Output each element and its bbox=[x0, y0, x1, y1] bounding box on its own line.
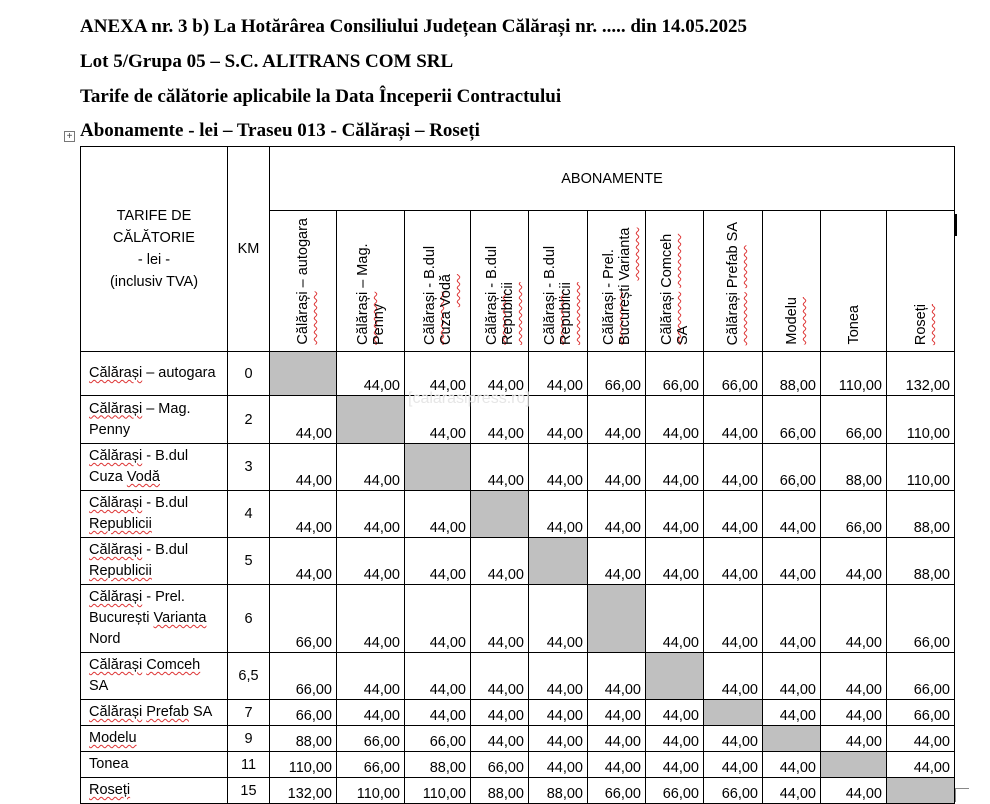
stop-name: Roseți bbox=[89, 782, 131, 798]
fare-cell: 44,00 bbox=[646, 396, 704, 444]
fare-cell: 44,00 bbox=[471, 653, 529, 700]
fare-cell: 110,00 bbox=[337, 778, 405, 804]
column-header bbox=[529, 211, 588, 352]
fare-cell: 88,00 bbox=[529, 778, 588, 804]
fare-cell: 44,00 bbox=[588, 700, 646, 726]
fare-cell: 44,00 bbox=[588, 538, 646, 585]
fare-cell: 66,00 bbox=[763, 444, 821, 491]
fares-table bbox=[80, 146, 955, 804]
shaded-cell bbox=[887, 778, 955, 804]
column-header bbox=[763, 211, 821, 352]
fare-cell: 44,00 bbox=[337, 700, 405, 726]
watermark: [calarasipress.ro] bbox=[408, 390, 530, 407]
column-header-label: Călărași - Prel. București Varianta bbox=[600, 227, 633, 345]
fare-cell: 44,00 bbox=[646, 538, 704, 585]
fare-cell: 88,00 bbox=[887, 538, 955, 585]
stop-name: Călărași – autogara bbox=[89, 365, 216, 381]
table-row bbox=[81, 538, 955, 585]
column-header-label: Călărași Prefab SA bbox=[725, 221, 741, 345]
stop-name: Călărași - B.dul Cuza Vodă bbox=[89, 448, 189, 485]
column-header bbox=[270, 211, 337, 352]
fare-cell: 44,00 bbox=[588, 444, 646, 491]
column-header-label: Tonea bbox=[845, 305, 862, 345]
fare-cell: 44,00 bbox=[529, 396, 588, 444]
tariffs-title: Tarife de călătorie aplicabile la Data Începerii Contractului bbox=[80, 86, 562, 107]
column-header bbox=[821, 211, 887, 352]
fare-cell: 44,00 bbox=[704, 396, 763, 444]
fare-cell: 44,00 bbox=[821, 778, 887, 804]
fare-cell: 44,00 bbox=[529, 752, 588, 778]
fare-cell: 44,00 bbox=[337, 491, 405, 538]
table-move-handle-icon[interactable]: + bbox=[64, 131, 75, 142]
fare-cell: 44,00 bbox=[704, 585, 763, 653]
fare-cell: 44,00 bbox=[588, 752, 646, 778]
column-header bbox=[887, 211, 955, 352]
fare-cell: 66,00 bbox=[471, 752, 529, 778]
fare-cell: 44,00 bbox=[405, 700, 471, 726]
stop-name: Tonea bbox=[89, 756, 129, 772]
km-cell: 7 bbox=[228, 700, 270, 726]
fare-cell: 132,00 bbox=[887, 352, 955, 396]
fare-cell: 44,00 bbox=[270, 444, 337, 491]
stop-name-cell bbox=[81, 726, 228, 752]
fare-cell: 44,00 bbox=[763, 653, 821, 700]
tariff-header-line: - lei - bbox=[137, 252, 171, 268]
text-cursor bbox=[955, 214, 957, 236]
shaded-cell bbox=[646, 653, 704, 700]
fare-cell: 44,00 bbox=[763, 700, 821, 726]
fare-cell: 132,00 bbox=[270, 778, 337, 804]
km-cell: 2 bbox=[228, 396, 270, 444]
fare-cell: 44,00 bbox=[337, 352, 405, 396]
fare-cell: 44,00 bbox=[821, 585, 887, 653]
shaded-cell bbox=[270, 352, 337, 396]
shaded-cell bbox=[405, 444, 471, 491]
fare-cell: 44,00 bbox=[588, 491, 646, 538]
fare-cell: 44,00 bbox=[704, 538, 763, 585]
table-row bbox=[81, 726, 955, 752]
fare-cell: 66,00 bbox=[887, 585, 955, 653]
fare-cell: 44,00 bbox=[405, 585, 471, 653]
shaded-cell bbox=[704, 700, 763, 726]
fare-cell: 44,00 bbox=[337, 538, 405, 585]
table-row bbox=[81, 491, 955, 538]
km-cell: 6,5 bbox=[228, 653, 270, 700]
stop-name-cell bbox=[81, 752, 228, 778]
stop-name-cell bbox=[81, 396, 228, 444]
fare-cell: 44,00 bbox=[529, 585, 588, 653]
fare-cell: 66,00 bbox=[588, 352, 646, 396]
table-row bbox=[81, 752, 955, 778]
fare-cell: 88,00 bbox=[471, 778, 529, 804]
fare-cell: 44,00 bbox=[763, 752, 821, 778]
table-row bbox=[81, 444, 955, 491]
fare-cell: 88,00 bbox=[270, 726, 337, 752]
stop-name: Călărași - B.dul Republicii bbox=[89, 495, 189, 532]
table-row bbox=[81, 352, 955, 396]
fare-cell: 66,00 bbox=[704, 778, 763, 804]
fare-cell: 44,00 bbox=[704, 726, 763, 752]
column-header bbox=[471, 211, 529, 352]
fare-cell: 44,00 bbox=[646, 585, 704, 653]
fare-cell: 66,00 bbox=[646, 778, 704, 804]
fare-cell: 44,00 bbox=[887, 726, 955, 752]
fare-cell: 88,00 bbox=[405, 752, 471, 778]
fare-cell: 44,00 bbox=[821, 726, 887, 752]
fare-cell: 44,00 bbox=[405, 352, 471, 396]
km-cell: 3 bbox=[228, 444, 270, 491]
fare-cell: 66,00 bbox=[337, 726, 405, 752]
shaded-cell bbox=[337, 396, 405, 444]
fare-cell: 44,00 bbox=[405, 538, 471, 585]
fare-cell: 44,00 bbox=[529, 444, 588, 491]
fare-cell: 44,00 bbox=[763, 778, 821, 804]
tariff-header-line: TARIFE DE bbox=[116, 208, 192, 224]
fare-cell: 44,00 bbox=[337, 653, 405, 700]
fare-cell: 44,00 bbox=[471, 352, 529, 396]
column-header bbox=[405, 211, 471, 352]
fare-cell: 44,00 bbox=[704, 752, 763, 778]
shaded-cell bbox=[471, 491, 529, 538]
fare-cell: 66,00 bbox=[270, 653, 337, 700]
km-cell: 11 bbox=[228, 752, 270, 778]
column-header-label: Călărași - B.dul Cuza Vodă bbox=[421, 245, 454, 345]
stop-name-cell bbox=[81, 352, 228, 396]
fare-cell: 66,00 bbox=[270, 585, 337, 653]
column-header-label: Călărași - B.dul Republicii bbox=[483, 245, 516, 345]
column-header bbox=[588, 211, 646, 352]
fare-cell: 44,00 bbox=[646, 726, 704, 752]
fare-cell: 44,00 bbox=[405, 491, 471, 538]
annex-title: ANEXA nr. 3 b) La Hotărârea Consiliului Județean Călărași nr. ..... din 14.05.2025 bbox=[80, 16, 748, 37]
fare-cell: 44,00 bbox=[646, 444, 704, 491]
km-cell: 4 bbox=[228, 491, 270, 538]
column-header bbox=[646, 211, 704, 352]
fare-cell: 44,00 bbox=[270, 491, 337, 538]
lot-title: Lot 5/Grupa 05 – S.C. ALITRANS COM SRL bbox=[80, 51, 454, 72]
tariff-header-line: CĂLĂTORIE bbox=[113, 230, 195, 246]
fare-cell: 66,00 bbox=[887, 653, 955, 700]
km-cell: 9 bbox=[228, 726, 270, 752]
fare-cell: 44,00 bbox=[821, 700, 887, 726]
table-row bbox=[81, 585, 955, 653]
fare-cell: 110,00 bbox=[821, 352, 887, 396]
stop-name-cell bbox=[81, 444, 228, 491]
shaded-cell bbox=[529, 538, 588, 585]
fare-cell: 66,00 bbox=[704, 352, 763, 396]
column-header-label: Modelu bbox=[783, 297, 800, 345]
fare-cell: 44,00 bbox=[704, 653, 763, 700]
stop-name-cell bbox=[81, 585, 228, 653]
fare-cell: 44,00 bbox=[821, 653, 887, 700]
fare-cell: 44,00 bbox=[704, 491, 763, 538]
fare-cell: 66,00 bbox=[405, 726, 471, 752]
fare-cell: 44,00 bbox=[471, 726, 529, 752]
stop-name-cell bbox=[81, 700, 228, 726]
stop-name: Călărași - Prel. București Varianta Nord bbox=[89, 589, 207, 647]
column-header-label: Călărași Comceh SA bbox=[658, 233, 691, 345]
tariff-header-cell bbox=[81, 147, 228, 352]
fare-cell: 44,00 bbox=[270, 396, 337, 444]
fare-cell: 44,00 bbox=[704, 444, 763, 491]
fare-cell: 44,00 bbox=[471, 444, 529, 491]
stop-name-cell bbox=[81, 778, 228, 804]
table-row bbox=[81, 778, 955, 804]
stop-name: Călărași Comceh SA bbox=[89, 657, 201, 694]
fare-cell: 110,00 bbox=[887, 396, 955, 444]
fare-cell: 44,00 bbox=[471, 538, 529, 585]
fare-cell: 110,00 bbox=[887, 444, 955, 491]
fare-cell: 44,00 bbox=[588, 726, 646, 752]
fare-cell: 44,00 bbox=[337, 585, 405, 653]
fare-cell: 44,00 bbox=[588, 396, 646, 444]
fare-cell: 66,00 bbox=[821, 396, 887, 444]
fare-cell: 44,00 bbox=[405, 396, 471, 444]
fare-cell: 44,00 bbox=[763, 538, 821, 585]
column-header-label: Roseți bbox=[912, 303, 929, 345]
fare-cell: 66,00 bbox=[588, 778, 646, 804]
column-header bbox=[704, 211, 763, 352]
stop-name: Călărași Prefab SA bbox=[89, 704, 213, 720]
fare-cell: 44,00 bbox=[588, 653, 646, 700]
fare-cell: 44,00 bbox=[529, 726, 588, 752]
table-row bbox=[81, 700, 955, 726]
fare-cell: 88,00 bbox=[763, 352, 821, 396]
stop-name-cell bbox=[81, 538, 228, 585]
fare-cell: 66,00 bbox=[821, 491, 887, 538]
km-cell: 6 bbox=[228, 585, 270, 653]
fare-cell: 44,00 bbox=[763, 585, 821, 653]
tariff-header-line: (inclusiv TVA) bbox=[109, 274, 199, 290]
fare-cell: 88,00 bbox=[821, 444, 887, 491]
fare-cell: 66,00 bbox=[887, 700, 955, 726]
fare-cell: 44,00 bbox=[646, 700, 704, 726]
km-cell: 15 bbox=[228, 778, 270, 804]
km-cell: 0 bbox=[228, 352, 270, 396]
fare-cell: 44,00 bbox=[471, 700, 529, 726]
fare-cell: 66,00 bbox=[646, 352, 704, 396]
shaded-cell bbox=[588, 585, 646, 653]
fare-cell: 44,00 bbox=[471, 585, 529, 653]
km-cell: 5 bbox=[228, 538, 270, 585]
page-corner-mark bbox=[955, 788, 969, 802]
fare-cell: 44,00 bbox=[646, 752, 704, 778]
fare-cell: 66,00 bbox=[270, 700, 337, 726]
fare-cell: 66,00 bbox=[763, 396, 821, 444]
fare-cell: 44,00 bbox=[270, 538, 337, 585]
column-header bbox=[337, 211, 405, 352]
shaded-cell bbox=[763, 726, 821, 752]
abonamente-header: ABONAMENTE bbox=[270, 147, 955, 211]
fare-cell: 44,00 bbox=[646, 491, 704, 538]
stop-name-cell bbox=[81, 491, 228, 538]
column-header-label: Călărași – Mag. Penny bbox=[354, 243, 387, 345]
fare-cell: 88,00 bbox=[887, 491, 955, 538]
fare-cell: 44,00 bbox=[887, 752, 955, 778]
fare-cell: 66,00 bbox=[337, 752, 405, 778]
route-title: Abonamente - lei – Traseu 013 - Călărași – Roseți bbox=[80, 120, 480, 141]
fare-cell: 44,00 bbox=[529, 352, 588, 396]
fare-cell: 44,00 bbox=[405, 653, 471, 700]
fare-cell: 44,00 bbox=[529, 491, 588, 538]
stop-name: Călărași – Mag. Penny bbox=[89, 400, 191, 438]
stop-name: Modelu bbox=[89, 730, 137, 746]
fare-cell: 44,00 bbox=[529, 653, 588, 700]
fare-cell: 44,00 bbox=[337, 444, 405, 491]
fare-cell: 44,00 bbox=[821, 538, 887, 585]
fare-cell: 44,00 bbox=[529, 700, 588, 726]
column-header-label: Călărași - B.dul Republicii bbox=[542, 245, 574, 345]
table-row bbox=[81, 653, 955, 700]
column-header-label: Călărași – autogara bbox=[295, 218, 311, 345]
stop-name-cell bbox=[81, 653, 228, 700]
stop-name: Călărași - B.dul Republicii bbox=[89, 542, 189, 579]
shaded-cell bbox=[821, 752, 887, 778]
fare-cell: 110,00 bbox=[405, 778, 471, 804]
fare-cell: 44,00 bbox=[763, 491, 821, 538]
fare-cell: 110,00 bbox=[270, 752, 337, 778]
fare-cell: 44,00 bbox=[471, 396, 529, 444]
km-header: KM bbox=[228, 147, 270, 352]
